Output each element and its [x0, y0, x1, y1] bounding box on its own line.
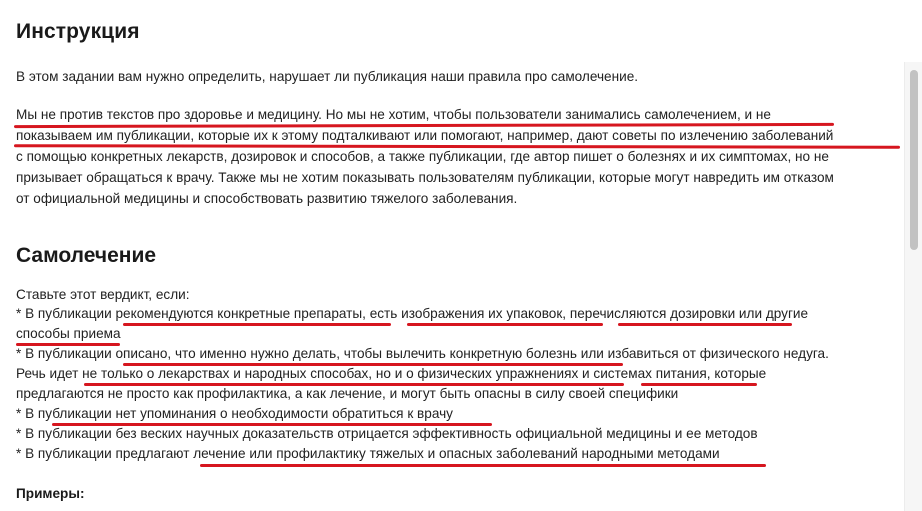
page-title: Инструкция — [16, 20, 140, 43]
criteria-line: * В публикации нет упоминания о необходимости обратиться к врачу — [16, 406, 453, 421]
criteria-line: * В публикации рекомендуются конкретные препараты, есть изображения их упаковок, перечисляются дозировки или другие — [16, 306, 809, 321]
underline-mark — [16, 343, 120, 346]
underline-mark — [123, 363, 623, 366]
underline-mark — [618, 323, 792, 326]
paragraph-line: показываем им публикации, которые их к этому подталкивают или помогают, например, дают советы по излечению заболеваний — [16, 128, 834, 143]
criteria-line: предлагаются не просто как профилактика, а как лечение, и могут быть опасны в силу своей специфики — [16, 386, 679, 401]
criteria-line: * В публикации описано, что именно нужно делать, чтобы вылечить конкретную болезнь или избавиться от физического недуга. — [16, 346, 829, 361]
scrollbar-thumb[interactable] — [910, 70, 918, 250]
paragraph-line: от официальной медицины и способствовать развитию тяжелого заболевания. — [16, 191, 518, 206]
underline-mark — [123, 323, 391, 326]
examples-label: Примеры: — [16, 486, 85, 501]
section-title-self-treatment: Самолечение — [16, 244, 157, 267]
underline-mark — [641, 383, 757, 386]
criteria-lead: Ставьте этот вердикт, если: — [16, 287, 190, 302]
criteria-line: способы приема — [16, 326, 121, 341]
underline-mark — [200, 464, 766, 467]
paragraph-line: с помощью конкретных лекарств, дозировок и способов, а также публикации, где автор пишет о болезнях и их симптомах, но не — [16, 149, 829, 164]
vertical-scrollbar[interactable] — [904, 62, 922, 511]
criteria-line: Речь идет не только о лекарствах и народных способах, но и о физических упражнениях и системах питания, которые — [16, 366, 767, 381]
underline-mark — [407, 323, 603, 326]
underline-mark — [84, 383, 624, 386]
paragraph-line: Мы не против текстов про здоровье и медицину. Но мы не хотим, чтобы пользователи занимались самолечением, и не — [16, 107, 771, 122]
criteria-line: * В публикации предлагают лечение или профилактику тяжелых и опасных заболеваний народными методами — [16, 446, 720, 461]
intro-text: В этом задании вам нужно определить, нарушает ли публикация наши правила про самолечение. — [16, 69, 639, 84]
underline-mark — [52, 423, 492, 426]
criteria-line: * В публикации без веских научных доказательств отрицается эффективность официальной медицины и ее методов — [16, 426, 758, 441]
paragraph-line: призывает обращаться к врачу. Также мы не хотим показывать пользователям публикации, которые могут навредить им отказом — [16, 170, 834, 185]
